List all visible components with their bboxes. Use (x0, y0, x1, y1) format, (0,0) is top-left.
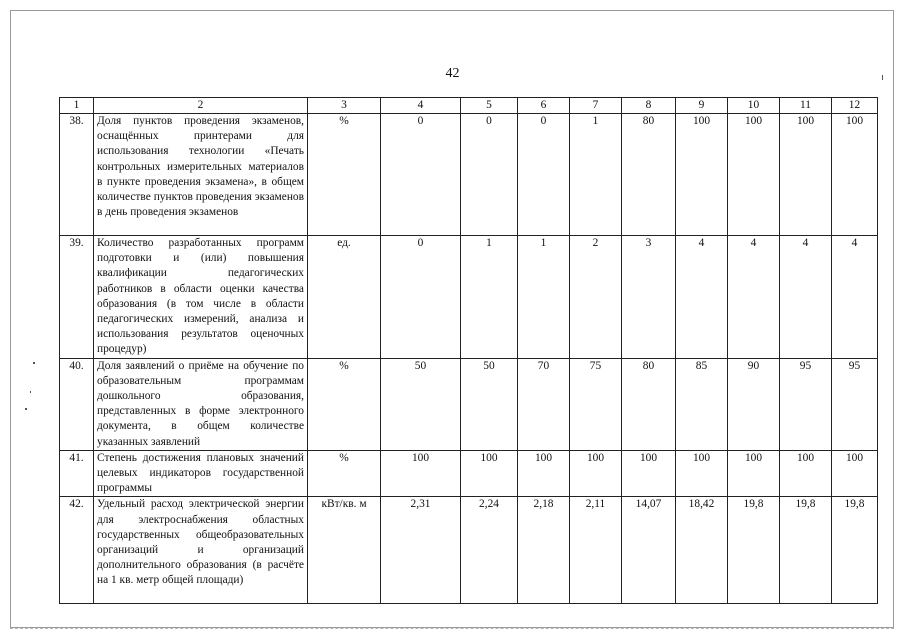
value-cell: 90 (728, 358, 780, 450)
indicator-name: Удельный расход электрической энергии для электроснабжения областных государственных общеобразовательных организаций и организаций дополнительного образования (в расчёте на 1 кв. метр общей площади) (94, 497, 308, 604)
table-row (60, 358, 878, 450)
value-cell: 0 (381, 114, 461, 236)
value-cell: 95 (832, 358, 878, 450)
value-cell: 100 (728, 450, 780, 497)
value-cell: 100 (676, 114, 728, 236)
value-cell: 75 (570, 358, 622, 450)
scan-speck (33, 362, 35, 364)
table-row (60, 497, 878, 604)
value-cell: 2,31 (381, 497, 461, 604)
value-cell: 14,07 (622, 497, 676, 604)
value-cell: 2,11 (570, 497, 622, 604)
indicator-name: Количество разработанных программ подготовки и (или) повышения квалификации педагогических работников в области оценки качества образования (в том числе в области педагогических измерений, анализа и использования результатов оценочных процедур) (94, 236, 308, 359)
table-row (60, 236, 878, 359)
table-row (60, 114, 878, 236)
row-number: 38. (60, 114, 94, 236)
value-cell: 4 (780, 236, 832, 359)
scan-speck (30, 391, 31, 393)
row-number: 40. (60, 358, 94, 450)
scan-speck (882, 75, 883, 80)
value-cell: 100 (728, 114, 780, 236)
value-cell: 100 (780, 114, 832, 236)
value-cell: 19,8 (780, 497, 832, 604)
unit-cell: % (308, 114, 381, 236)
row-number: 41. (60, 450, 94, 497)
row-number: 42. (60, 497, 94, 604)
value-cell: 19,8 (728, 497, 780, 604)
value-cell: 70 (518, 358, 570, 450)
scan-speck (25, 408, 27, 410)
value-cell: 95 (780, 358, 832, 450)
value-cell: 50 (381, 358, 461, 450)
value-cell: 19,8 (832, 497, 878, 604)
table-header-row (60, 98, 878, 114)
column-header: 3 (308, 98, 381, 114)
indicator-name: Степень достижения плановых значений целевых индикаторов государственной программы (94, 450, 308, 497)
value-cell: 2 (570, 236, 622, 359)
column-header: 10 (728, 98, 780, 114)
value-cell: 1 (461, 236, 518, 359)
value-cell: 100 (832, 114, 878, 236)
column-header: 6 (518, 98, 570, 114)
value-cell: 100 (381, 450, 461, 497)
column-header: 4 (381, 98, 461, 114)
unit-cell: ед. (308, 236, 381, 359)
column-header: 9 (676, 98, 728, 114)
column-header: 12 (832, 98, 878, 114)
value-cell: 0 (381, 236, 461, 359)
value-cell: 80 (622, 114, 676, 236)
scan-bottom-edge (10, 628, 894, 630)
value-cell: 0 (461, 114, 518, 236)
value-cell: 18,42 (676, 497, 728, 604)
column-header: 8 (622, 98, 676, 114)
value-cell: 2,18 (518, 497, 570, 604)
value-cell: 0 (518, 114, 570, 236)
page-number: 42 (445, 66, 460, 81)
indicators-table (59, 97, 878, 604)
value-cell: 1 (570, 114, 622, 236)
value-cell: 100 (676, 450, 728, 497)
unit-cell: кВт/кв. м (308, 497, 381, 604)
value-cell: 100 (461, 450, 518, 497)
column-header: 1 (60, 98, 94, 114)
value-cell: 85 (676, 358, 728, 450)
value-cell: 100 (780, 450, 832, 497)
indicator-name: Доля заявлений о приёме на обучение по образовательным программам дошкольного образования, представленных в форме электронного документа, в общем количестве указанных заявлений (94, 358, 308, 450)
column-header: 11 (780, 98, 832, 114)
value-cell: 4 (832, 236, 878, 359)
value-cell: 100 (570, 450, 622, 497)
table-row (60, 450, 878, 497)
column-header: 5 (461, 98, 518, 114)
value-cell: 3 (622, 236, 676, 359)
value-cell: 2,24 (461, 497, 518, 604)
value-cell: 1 (518, 236, 570, 359)
value-cell: 100 (518, 450, 570, 497)
column-header: 7 (570, 98, 622, 114)
column-header: 2 (94, 98, 308, 114)
unit-cell: % (308, 450, 381, 497)
value-cell: 100 (832, 450, 878, 497)
value-cell: 100 (622, 450, 676, 497)
value-cell: 4 (676, 236, 728, 359)
row-number: 39. (60, 236, 94, 359)
value-cell: 80 (622, 358, 676, 450)
value-cell: 4 (728, 236, 780, 359)
unit-cell: % (308, 358, 381, 450)
indicator-name: Доля пунктов проведения экзаменов, оснащённых принтерами для использования технологии «Печать контрольных измерительных материалов в пункте проведения экзамена», в общем количестве пунктов проведения экзаменов в день проведения экзаменов (94, 114, 308, 236)
value-cell: 50 (461, 358, 518, 450)
